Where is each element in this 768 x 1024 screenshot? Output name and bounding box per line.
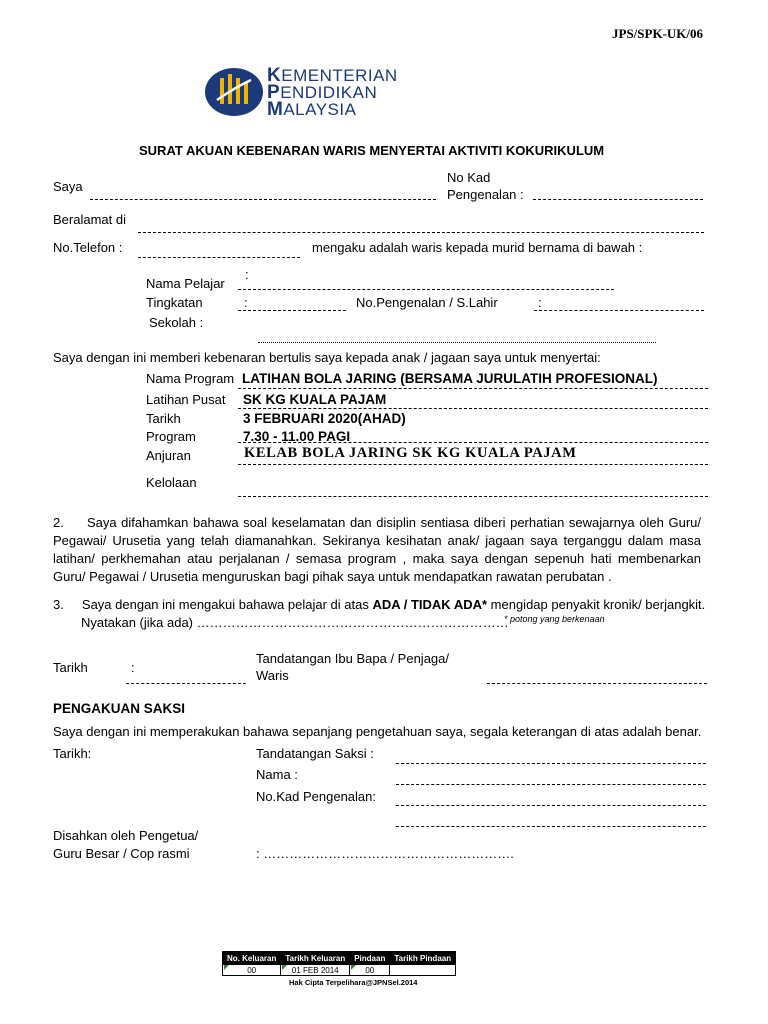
program-label: Program (146, 429, 196, 444)
cop-rasmi-field[interactable]: : …………………………………………………. (256, 846, 514, 861)
saksi-no-kad-label: No.Kad Pengenalan: (256, 789, 376, 804)
document-code: JPS/SPK-UK/06 (612, 26, 704, 41)
latihan-pusat-label: Latihan Pusat (146, 392, 226, 407)
pengenalan-label: Pengenalan : (447, 187, 524, 202)
ministry-name: KEMENTERIAN PENDIDIKAN MALAYSIA (267, 65, 398, 120)
latihan-pusat-value: SK KG KUALA PAJAM (243, 392, 387, 407)
cell-pindaan: 00 (350, 965, 390, 976)
paragraph-2-number: 2. (53, 515, 64, 530)
kelolaan-label: Kelolaan (146, 475, 197, 490)
beralamat-label: Beralamat di (53, 212, 126, 227)
saksi-tandatangan-field[interactable] (396, 763, 706, 764)
nyatakan-line: Nyatakan (jika ada) ……………………………………………………………… (81, 615, 509, 630)
mengaku-text: mengaku adalah waris kepada murid bernama di bawah : (312, 240, 643, 255)
kpm-logo-icon (205, 66, 265, 118)
cell-no-keluaran: 00 (223, 965, 281, 976)
telefon-label: No.Telefon : (53, 240, 123, 255)
saksi-heading: PENGAKUAN SAKSI (53, 701, 186, 716)
saksi-no-kad-field[interactable] (396, 805, 706, 806)
paragraph-2 (53, 514, 701, 586)
tarikh-sign-field[interactable] (126, 683, 246, 684)
tingkatan-label: Tingkatan (146, 295, 203, 310)
revision-table (222, 951, 456, 976)
ic-number-field[interactable] (533, 199, 703, 200)
ministry-logo (205, 66, 405, 120)
disahkan-label-2: Guru Besar / Cop rasmi (53, 846, 190, 861)
ada-tidak-ada: ADA / TIDAK ADA* (372, 597, 488, 612)
nama-pelajar-field[interactable] (238, 289, 614, 290)
disahkan-label-1: Disahkan oleh Pengetua/ (53, 828, 199, 843)
nama-pelajar-colon: : (245, 267, 249, 282)
saksi-extra-field[interactable] (396, 826, 706, 827)
no-pengenalan-label: No.Pengenalan / S.Lahir (356, 295, 498, 310)
no-pengenalan-colon: : (538, 295, 542, 310)
tandatangan-waris-label: Tandatangan Ibu Bapa / Penjaga/ (256, 651, 449, 666)
col-pindaan: Pindaan (350, 952, 390, 965)
kelolaan-field[interactable] (238, 496, 708, 497)
address-field[interactable] (138, 232, 704, 233)
tingkatan-field[interactable] (238, 310, 346, 311)
saksi-nama-label: Nama : (256, 767, 298, 782)
tingkatan-colon: : (244, 295, 248, 310)
waris-label: Waris (256, 668, 289, 683)
col-tarikh-pindaan: Tarikh Pindaan (390, 952, 456, 965)
nama-program-value: LATIHAN BOLA JARING (BERSAMA JURULATIH PROFESIONAL) (242, 371, 658, 386)
paragraph-3 (53, 597, 705, 612)
saya-label: Saya (53, 179, 83, 194)
cell-tarikh-keluaran: 01 FEB 2014 (281, 965, 350, 976)
parent-signature-field[interactable] (487, 683, 707, 684)
sekolah-label: Sekolah : (149, 315, 204, 330)
tarikh-sign-label: Tarikh (53, 660, 88, 675)
nama-pelajar-label: Nama Pelajar (146, 276, 225, 291)
saksi-tarikh-label: Tarikh: (53, 746, 92, 761)
nama-program-label: Nama Program (146, 371, 235, 386)
anjuran-label: Anjuran (146, 448, 191, 463)
telefon-field[interactable] (138, 257, 300, 258)
col-no-keluaran: No. Keluaran (223, 952, 281, 965)
col-tarikh-keluaran: Tarikh Keluaran (281, 952, 350, 965)
no-kad-label: No Kad (447, 170, 491, 185)
potong-note: * potong yang berkenaan (504, 614, 605, 624)
program-value: 7.30 - 11.00 PAGI (243, 429, 351, 444)
latihan-pusat-line (238, 408, 708, 409)
paragraph-3-text: Saya dengan ini mengakui bahawa pelajar di atas (81, 597, 373, 612)
nama-program-line (238, 388, 708, 389)
copyright-text: Hak Cipta Terpelihara@JPNSel.2014 (289, 978, 418, 987)
saksi-nama-field[interactable] (396, 784, 706, 785)
paragraph-3-number: 3. (53, 597, 64, 612)
paragraph-3-text-end: mengidap penyakit kronik/ berjangkit. (487, 597, 706, 612)
tarikh-sign-colon: : (131, 660, 135, 675)
saksi-tandatangan-label: Tandatangan Saksi : (256, 746, 374, 761)
anjuran-value: KELAB BOLA JARING SK KG KUALA PAJAM (244, 445, 577, 461)
program-line (238, 442, 708, 443)
saya-field[interactable] (90, 199, 436, 200)
paragraph-2-text: Saya difahamkan bahawa soal keselamatan dan disiplin sentiasa diberi perhatian sewajarnya oleh Guru/ Pegawai/ Urusetia yang telah diamanahkan. Sekiranya kesihatan anak/ jagaan saya terganggu dalam masa latihan/ perkhemahan atau perjalanan / semasa program , maka saya dengan sepenuh hati membenarkan Guru/ Pegawai / Urusetia menguruskan bagi pihak saya untuk mendapatkan rawatan perubatan . (53, 515, 701, 584)
saksi-statement: Saya dengan ini memperakukan bahawa sepanjang pengetahuan saya, segala keterangan di atas adalah benar. (53, 724, 702, 739)
tarikh-value: 3 FEBRUARI 2020(AHAD) (243, 411, 406, 426)
anjuran-line (238, 464, 708, 465)
document-title: SURAT AKUAN KEBENARAN WARIS MENYERTAI AKTIVITI KOKURIKULUM (139, 143, 605, 158)
cell-tarikh-pindaan (390, 965, 456, 976)
tarikh-label: Tarikh (146, 411, 181, 426)
permission-intro: Saya dengan ini memberi kebenaran bertulis saya kepada anak / jagaan saya untuk menyertai: (53, 350, 601, 365)
no-pengenalan-field[interactable] (534, 310, 704, 311)
sekolah-field[interactable] (258, 342, 656, 343)
